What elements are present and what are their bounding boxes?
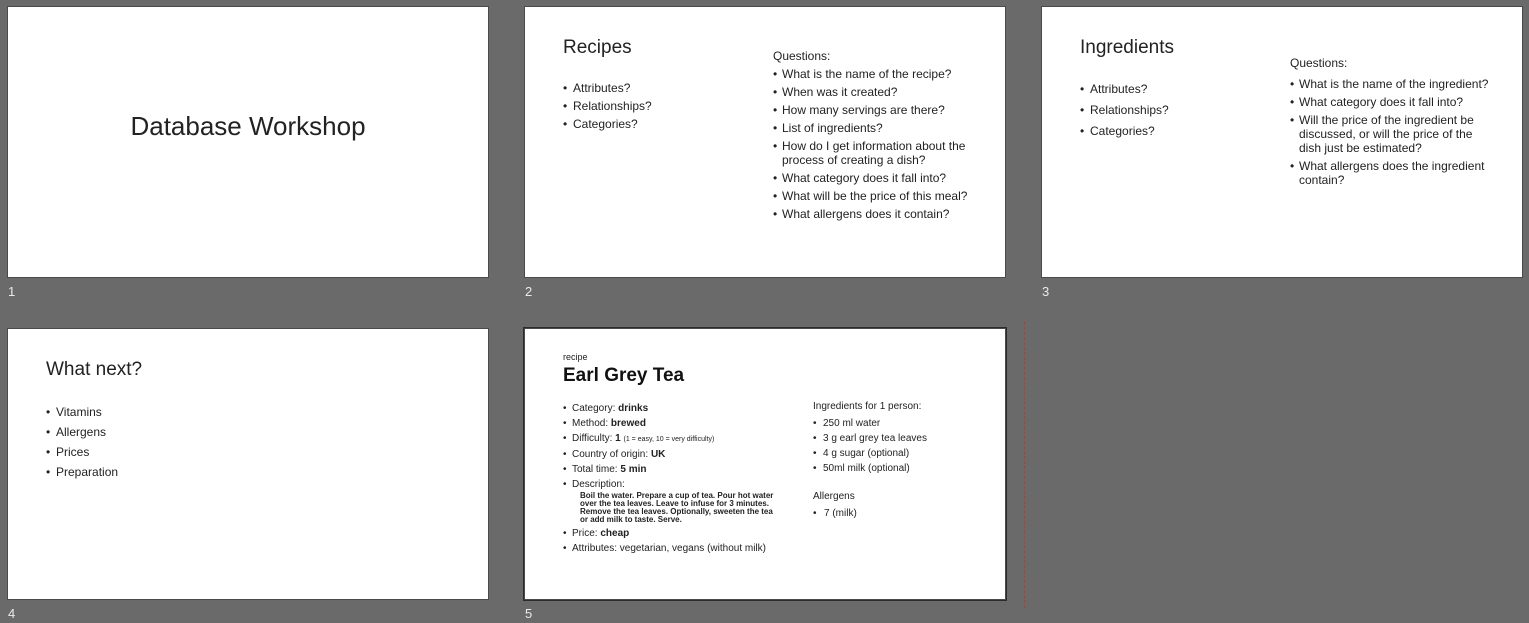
list-item: • 4 g sugar (optional)	[813, 446, 927, 461]
detail-label: Total time:	[572, 464, 621, 475]
list-item	[563, 416, 803, 431]
list-item: • What category does it fall into?	[1290, 95, 1490, 109]
detail-value: brewed	[610, 418, 646, 429]
detail-value: cheap	[600, 528, 630, 539]
topic-list	[46, 402, 118, 482]
list-item	[563, 447, 803, 462]
slide-title: What next?	[46, 359, 143, 380]
list-item: • Categories?	[563, 115, 652, 133]
slide-1[interactable]	[7, 6, 489, 278]
slide-title: Recipes	[563, 37, 632, 58]
slide-title: Ingredients	[1080, 37, 1175, 58]
ingredients-heading: Ingredients for 1 person:	[813, 401, 922, 412]
list-item: • 250 ml water	[813, 416, 927, 431]
list-item: • Relationships?	[1080, 100, 1169, 121]
allergens-heading: Allergens	[813, 491, 855, 502]
topic-list	[563, 79, 652, 133]
detail-label: Country of origin:	[572, 449, 651, 460]
difficulty-note: (1 = easy, 10 = very difficulty)	[623, 436, 715, 443]
slide-3[interactable]	[1041, 6, 1523, 278]
detail-value: drinks	[618, 403, 649, 414]
list-item	[563, 526, 803, 541]
slide-title: Database Workshop	[130, 111, 366, 141]
list-item: • Attributes?	[1080, 79, 1169, 100]
topic-list	[1080, 79, 1169, 142]
ingredients-list	[813, 416, 927, 476]
description-text: Boil the water. Prepare a cup of tea. Pour hot water over the tea leaves. Leave to infuse for 3 minutes. Remove the tea leaves. Optionally, sweeten the tea or add milk to taste. Serve.	[580, 491, 774, 524]
list-item: • Relationships?	[563, 97, 652, 115]
list-item: • 7 (milk)	[813, 506, 857, 521]
list-item: • 3 g earl grey tea leaves	[813, 431, 927, 446]
list-item: • What allergens does the ingredient contain?	[1290, 159, 1490, 187]
detail-value: UK	[650, 449, 666, 460]
detail-label: Category:	[572, 403, 619, 414]
list-item: • Allergens	[46, 422, 118, 442]
recipe-label: recipe	[563, 352, 588, 362]
questions-heading: Questions:	[773, 49, 831, 63]
detail-label: Price:	[572, 528, 601, 539]
slide-number: 2	[525, 284, 533, 299]
detail-label: Description:	[572, 479, 625, 490]
slide-5[interactable]	[524, 328, 1006, 600]
list-item: • List of ingredients?	[773, 121, 973, 135]
list-item: • Categories?	[1080, 121, 1169, 142]
detail-value: 5 min	[620, 464, 647, 475]
list-item: • Attributes: vegetarian, vegans (without milk)	[563, 541, 803, 556]
recipe-details-list	[563, 401, 803, 556]
list-item	[563, 477, 803, 524]
slide-number: 4	[8, 606, 16, 621]
list-item: • When was it created?	[773, 85, 973, 99]
detail-label: Difficulty:	[572, 433, 616, 444]
list-item	[563, 431, 803, 447]
detail-value: 1	[615, 433, 621, 444]
allergens-list	[813, 506, 857, 521]
questions-list	[1290, 77, 1490, 191]
list-item	[563, 462, 803, 477]
slide-4[interactable]	[7, 328, 489, 600]
questions-heading: Questions:	[1290, 56, 1348, 70]
list-item	[563, 401, 803, 416]
list-item: • What will be the price of this meal?	[773, 189, 973, 203]
list-item: • Preparation	[46, 462, 118, 482]
insertion-marker	[1024, 322, 1025, 608]
list-item: • What category does it fall into?	[773, 171, 973, 185]
slide-number: 3	[1042, 284, 1050, 299]
slide-title: Earl Grey Tea	[563, 365, 685, 386]
list-item: • How do I get information about the process of creating a dish?	[773, 139, 973, 167]
list-item: • What is the name of the recipe?	[773, 67, 973, 81]
list-item: • 50ml milk (optional)	[813, 461, 927, 476]
list-item: • What allergens does it contain?	[773, 207, 973, 221]
list-item: • Will the price of the ingredient be discussed, or will the price of the dish just be estimated?	[1290, 113, 1490, 155]
list-item: • Vitamins	[46, 402, 118, 422]
slide-number: 5	[525, 606, 533, 621]
slide-2[interactable]	[524, 6, 1006, 278]
list-item: • Attributes?	[563, 79, 652, 97]
list-item: • Prices	[46, 442, 118, 462]
list-item: • What is the name of the ingredient?	[1290, 77, 1490, 91]
detail-label: Method:	[572, 418, 611, 429]
questions-list	[773, 67, 973, 225]
list-item: • How many servings are there?	[773, 103, 973, 117]
slide-number: 1	[8, 284, 16, 299]
